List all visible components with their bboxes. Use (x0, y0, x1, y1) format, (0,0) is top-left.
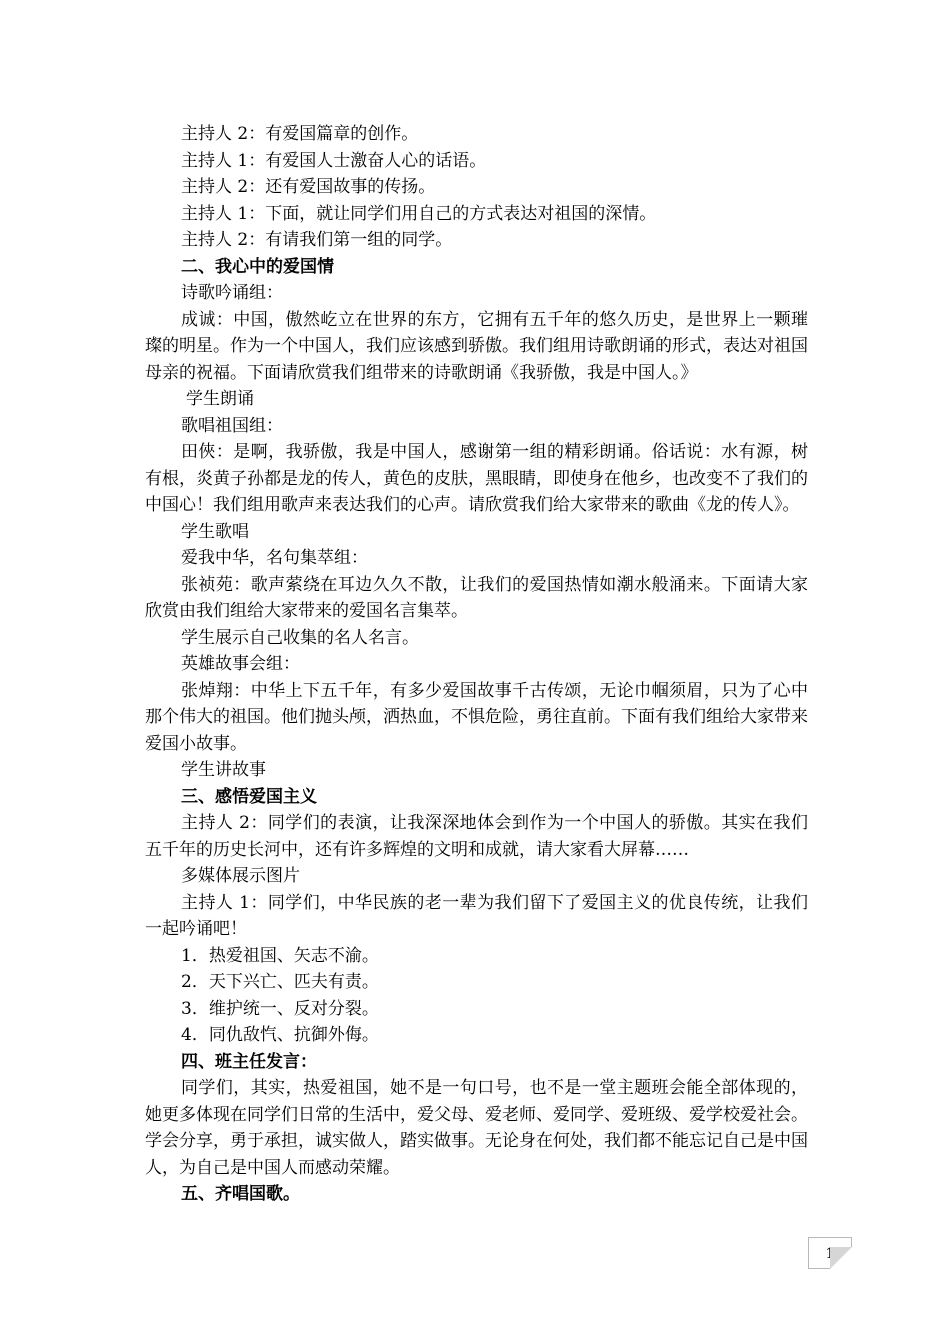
paragraph: 同学们，其实，热爱祖国，她不是一句口号，也不是一堂主题班会能全部体现的，她更多体现在同学们日常的生活中，爱父母、爱老师、爱同学、爱班级、爱学校爱社会。学会分享，勇于承担，诚实做人，踏实做事。无论身在何处，我们都不能忘记自己是中国人，为自己是中国人而感动荣耀。 (145, 1078, 808, 1178)
paragraph: 爱我中华，名句集萃组： (181, 548, 368, 568)
list-item: 1．热爱祖国、矢志不渝。 (181, 945, 379, 966)
list-item: 4．同仇敌忾、抗御外侮。 (181, 1025, 379, 1045)
paragraph: 多媒体展示图片 (181, 866, 300, 886)
paragraph: 主持人 1：下面，就让同学们用自己的方式表达对祖国的深情。 (181, 203, 657, 224)
paragraph: 张祯苑：歌声萦绕在耳边久久不散，让我们的爱国热情如潮水般涌来。下面请大家欣赏由我们组给大家带来的爱国名言集萃。 (145, 574, 808, 621)
paragraph: 成诚：中国，傲然屹立在世界的东方，它拥有五千年的悠久历史，是世界上一颗璀璨的明星。作为一个中国人，我们应该感到骄傲。我们组用诗歌朗诵的形式，表达对祖国母亲的祝福。下面请欣赏我们组带来的诗歌朗诵《我骄傲，我是中国人。》 (145, 309, 808, 383)
paragraph: 张焯翔：中华上下五千年，有多少爱国故事千古传颂，无论巾帼须眉，只为了心中那个伟大的祖国。他们抛头颅，洒热血，不惧危险，勇往直前。下面有我们组给大家带来爱国小故事。 (145, 680, 808, 754)
paragraph: 主持人 1：有爱国人士激奋人心的话语。 (181, 150, 487, 171)
paragraph: 诗歌吟诵组： (181, 283, 283, 303)
paragraph: 田俠：是啊，我骄傲，我是中国人，感谢第一组的精彩朗诵。俗话说：水有源，树有根，炎黄子孙都是龙的传人，黄色的皮肤，黑眼睛，即使身在他乡，也改变不了我们的中国心！我们组用歌声来表达我们的心声。请欣赏我们给大家带来的歌曲《龙的传人》。 (145, 442, 808, 515)
paragraph: 歌唱祖国组： (181, 415, 283, 436)
section-heading: 二、我心中的爱国情 (181, 256, 334, 277)
section-heading: 三、感悟爱国主义 (181, 786, 317, 807)
paragraph: 学生朗诵 (186, 389, 254, 409)
paragraph: 主持人 2：有请我们第一组的同学。 (181, 230, 453, 250)
page-number (808, 1237, 852, 1269)
section-heading: 五、齐唱国歌。 (181, 1184, 300, 1204)
paragraph: 主持人 2：有爱国篇章的创作。 (181, 124, 419, 144)
page-fold-icon (830, 1247, 852, 1269)
paragraph: 学生展示自己收集的名人名言。 (181, 627, 419, 648)
list-item: 3．维护统一、反对分裂。 (181, 998, 379, 1019)
paragraph: 学生歌唱 (181, 521, 249, 542)
paragraph: 主持人 2：同学们的表演，让我深深地体会到作为一个中国人的骄傲。其实在我们五千年的历史长河中，还有许多辉煌的文明和成就，请大家看大屏幕…… (145, 813, 808, 860)
page-number-label: 1 (825, 1246, 835, 1262)
paragraph: 主持人 2：还有爱国故事的传扬。 (181, 177, 436, 197)
section-heading: 四、班主任发言： (181, 1051, 317, 1072)
paragraph: 学生讲故事 (181, 760, 266, 780)
paragraph: 英雄故事会组： (181, 654, 300, 674)
paragraph: 主持人 1：同学们，中华民族的老一辈为我们留下了爱国主义的优良传统，让我们一起吟诵吧！ (145, 892, 808, 939)
document-body (145, 121, 808, 1208)
list-item: 2．天下兴亡、匹夫有责。 (181, 972, 379, 992)
